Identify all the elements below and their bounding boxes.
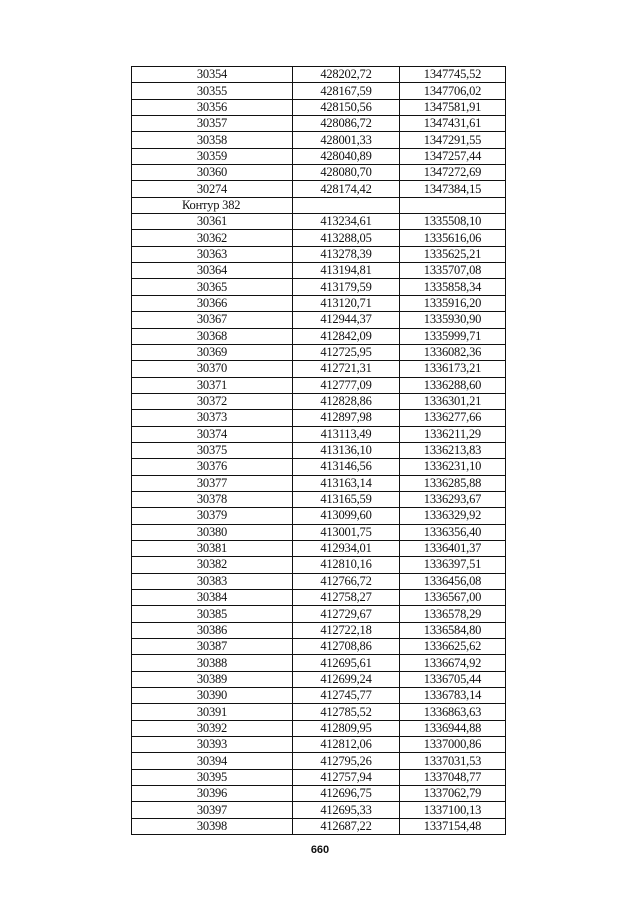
- point-id-cell: 30355: [132, 83, 293, 99]
- y-coordinate-cell: 1336456,08: [400, 573, 506, 589]
- point-id-cell: 30362: [132, 230, 293, 246]
- x-coordinate-cell: 412695,61: [293, 655, 400, 671]
- y-coordinate-cell: [400, 197, 506, 213]
- y-coordinate-cell: 1347745,52: [400, 67, 506, 83]
- table-row: [132, 737, 506, 753]
- x-coordinate-cell: 412809,95: [293, 720, 400, 736]
- x-coordinate-cell: 412934,01: [293, 540, 400, 556]
- table-row: [132, 426, 506, 442]
- x-coordinate-cell: 413165,59: [293, 491, 400, 507]
- x-coordinate-cell: 412785,52: [293, 704, 400, 720]
- point-id-cell: 30394: [132, 753, 293, 769]
- x-coordinate-cell: 412745,77: [293, 688, 400, 704]
- x-coordinate-cell: 412795,26: [293, 753, 400, 769]
- point-id-cell: 30389: [132, 671, 293, 687]
- y-coordinate-cell: 1336173,21: [400, 361, 506, 377]
- point-id-cell: 30364: [132, 263, 293, 279]
- point-id-cell: 30384: [132, 590, 293, 606]
- y-coordinate-cell: 1337031,53: [400, 753, 506, 769]
- point-id-cell: 30366: [132, 295, 293, 311]
- point-id-cell: 30380: [132, 524, 293, 540]
- x-coordinate-cell: 412944,37: [293, 312, 400, 328]
- point-id-cell: 30381: [132, 540, 293, 556]
- point-id-cell: 30387: [132, 639, 293, 655]
- y-coordinate-cell: 1336213,83: [400, 442, 506, 458]
- table-row: [132, 442, 506, 458]
- point-id-cell: 30363: [132, 246, 293, 262]
- y-coordinate-cell: 1336293,67: [400, 491, 506, 507]
- y-coordinate-cell: 1336082,36: [400, 344, 506, 360]
- table-row: [132, 769, 506, 785]
- table-row: [132, 377, 506, 393]
- point-id-cell: 30396: [132, 786, 293, 802]
- x-coordinate-cell: 412757,94: [293, 769, 400, 785]
- y-coordinate-cell: 1335858,34: [400, 279, 506, 295]
- table-row: [132, 393, 506, 409]
- x-coordinate-cell: 412758,27: [293, 590, 400, 606]
- table-row: [132, 475, 506, 491]
- y-coordinate-cell: 1337062,79: [400, 786, 506, 802]
- x-coordinate-cell: 413288,05: [293, 230, 400, 246]
- x-coordinate-cell: 412812,06: [293, 737, 400, 753]
- x-coordinate-cell: 412777,09: [293, 377, 400, 393]
- y-coordinate-cell: 1336231,10: [400, 459, 506, 475]
- y-coordinate-cell: 1335916,20: [400, 295, 506, 311]
- y-coordinate-cell: 1336863,63: [400, 704, 506, 720]
- x-coordinate-cell: 412708,86: [293, 639, 400, 655]
- x-coordinate-cell: 428001,33: [293, 132, 400, 148]
- table-row: [132, 67, 506, 83]
- x-coordinate-cell: 412687,22: [293, 818, 400, 834]
- y-coordinate-cell: 1336301,21: [400, 393, 506, 409]
- x-coordinate-cell: 412699,24: [293, 671, 400, 687]
- point-id-cell: 30377: [132, 475, 293, 491]
- x-coordinate-cell: 412897,98: [293, 410, 400, 426]
- y-coordinate-cell: 1335508,10: [400, 214, 506, 230]
- point-id-cell: 30391: [132, 704, 293, 720]
- x-coordinate-cell: [293, 197, 400, 213]
- table-row: [132, 181, 506, 197]
- y-coordinate-cell: 1336401,37: [400, 540, 506, 556]
- x-coordinate-cell: 412721,31: [293, 361, 400, 377]
- y-coordinate-cell: 1336584,80: [400, 622, 506, 638]
- y-coordinate-cell: 1336277,66: [400, 410, 506, 426]
- x-coordinate-cell: 413136,10: [293, 442, 400, 458]
- x-coordinate-cell: 412725,95: [293, 344, 400, 360]
- table-row: [132, 246, 506, 262]
- x-coordinate-cell: 412722,18: [293, 622, 400, 638]
- y-coordinate-cell: 1336211,29: [400, 426, 506, 442]
- point-id-cell: 30374: [132, 426, 293, 442]
- y-coordinate-cell: 1335707,08: [400, 263, 506, 279]
- point-id-cell: 30358: [132, 132, 293, 148]
- x-coordinate-cell: 413001,75: [293, 524, 400, 540]
- point-id-cell: 30373: [132, 410, 293, 426]
- table-row: [132, 83, 506, 99]
- x-coordinate-cell: 428086,72: [293, 116, 400, 132]
- y-coordinate-cell: 1336625,62: [400, 639, 506, 655]
- table-row: [132, 279, 506, 295]
- table-row: [132, 688, 506, 704]
- y-coordinate-cell: 1335616,06: [400, 230, 506, 246]
- x-coordinate-cell: 413113,49: [293, 426, 400, 442]
- table-row: [132, 230, 506, 246]
- table-row: [132, 704, 506, 720]
- x-coordinate-cell: 412842,09: [293, 328, 400, 344]
- x-coordinate-cell: 413194,81: [293, 263, 400, 279]
- table-row: [132, 344, 506, 360]
- x-coordinate-cell: 428202,72: [293, 67, 400, 83]
- contour-label: Контур 382: [132, 197, 293, 213]
- point-id-cell: 30386: [132, 622, 293, 638]
- coordinates-table: [131, 66, 506, 835]
- y-coordinate-cell: 1337048,77: [400, 769, 506, 785]
- y-coordinate-cell: 1336356,40: [400, 524, 506, 540]
- table-row: [132, 295, 506, 311]
- x-coordinate-cell: 412766,72: [293, 573, 400, 589]
- table-row: [132, 491, 506, 507]
- point-id-cell: 30368: [132, 328, 293, 344]
- point-id-cell: 30357: [132, 116, 293, 132]
- y-coordinate-cell: 1336944,88: [400, 720, 506, 736]
- point-id-cell: 30392: [132, 720, 293, 736]
- x-coordinate-cell: 412729,67: [293, 606, 400, 622]
- table-row: [132, 818, 506, 834]
- point-id-cell: 30356: [132, 99, 293, 115]
- page-number: 660: [310, 844, 330, 856]
- table-row: [132, 557, 506, 573]
- table-row: [132, 590, 506, 606]
- point-id-cell: 30397: [132, 802, 293, 818]
- x-coordinate-cell: 428167,59: [293, 83, 400, 99]
- x-coordinate-cell: 428174,42: [293, 181, 400, 197]
- y-coordinate-cell: 1336285,88: [400, 475, 506, 491]
- x-coordinate-cell: 412828,86: [293, 393, 400, 409]
- table-row: [132, 786, 506, 802]
- table-row: [132, 753, 506, 769]
- y-coordinate-cell: 1336578,29: [400, 606, 506, 622]
- table-row: [132, 639, 506, 655]
- y-coordinate-cell: 1335999,71: [400, 328, 506, 344]
- table-row: [132, 116, 506, 132]
- y-coordinate-cell: 1337154,48: [400, 818, 506, 834]
- point-id-cell: 30390: [132, 688, 293, 704]
- y-coordinate-cell: 1336329,92: [400, 508, 506, 524]
- y-coordinate-cell: 1336288,60: [400, 377, 506, 393]
- coordinates-table-body: [132, 67, 506, 835]
- point-id-cell: 30274: [132, 181, 293, 197]
- x-coordinate-cell: 412810,16: [293, 557, 400, 573]
- point-id-cell: 30371: [132, 377, 293, 393]
- point-id-cell: 30365: [132, 279, 293, 295]
- y-coordinate-cell: 1336674,92: [400, 655, 506, 671]
- x-coordinate-cell: 428040,89: [293, 148, 400, 164]
- x-coordinate-cell: 413179,59: [293, 279, 400, 295]
- table-row: [132, 361, 506, 377]
- y-coordinate-cell: 1337000,86: [400, 737, 506, 753]
- table-row: [132, 720, 506, 736]
- y-coordinate-cell: 1347706,02: [400, 83, 506, 99]
- table-row: [132, 459, 506, 475]
- table-row: [132, 655, 506, 671]
- y-coordinate-cell: 1347431,61: [400, 116, 506, 132]
- y-coordinate-cell: 1347291,55: [400, 132, 506, 148]
- point-id-cell: 30367: [132, 312, 293, 328]
- point-id-cell: 30359: [132, 148, 293, 164]
- x-coordinate-cell: 412696,75: [293, 786, 400, 802]
- x-coordinate-cell: 428150,56: [293, 99, 400, 115]
- point-id-cell: 30383: [132, 573, 293, 589]
- x-coordinate-cell: 413234,61: [293, 214, 400, 230]
- table-row: [132, 328, 506, 344]
- point-id-cell: 30382: [132, 557, 293, 573]
- point-id-cell: 30388: [132, 655, 293, 671]
- table-row: [132, 99, 506, 115]
- table-row: [132, 606, 506, 622]
- point-id-cell: 30378: [132, 491, 293, 507]
- table-row: [132, 214, 506, 230]
- x-coordinate-cell: 413163,14: [293, 475, 400, 491]
- table-row: [132, 312, 506, 328]
- point-id-cell: 30370: [132, 361, 293, 377]
- table-row: [132, 540, 506, 556]
- y-coordinate-cell: 1347581,91: [400, 99, 506, 115]
- point-id-cell: 30398: [132, 818, 293, 834]
- y-coordinate-cell: 1347272,69: [400, 165, 506, 181]
- point-id-cell: 30395: [132, 769, 293, 785]
- point-id-cell: 30376: [132, 459, 293, 475]
- point-id-cell: 30360: [132, 165, 293, 181]
- point-id-cell: 30361: [132, 214, 293, 230]
- point-id-cell: 30375: [132, 442, 293, 458]
- contour-header-row: [132, 197, 506, 213]
- y-coordinate-cell: 1335625,21: [400, 246, 506, 262]
- table-row: [132, 622, 506, 638]
- x-coordinate-cell: 413120,71: [293, 295, 400, 311]
- y-coordinate-cell: 1336783,14: [400, 688, 506, 704]
- y-coordinate-cell: 1347257,44: [400, 148, 506, 164]
- point-id-cell: 30379: [132, 508, 293, 524]
- y-coordinate-cell: 1336567,00: [400, 590, 506, 606]
- point-id-cell: 30385: [132, 606, 293, 622]
- y-coordinate-cell: 1336397,51: [400, 557, 506, 573]
- y-coordinate-cell: 1347384,15: [400, 181, 506, 197]
- table-row: [132, 524, 506, 540]
- point-id-cell: 30393: [132, 737, 293, 753]
- x-coordinate-cell: 428080,70: [293, 165, 400, 181]
- x-coordinate-cell: 413146,56: [293, 459, 400, 475]
- y-coordinate-cell: 1335930,90: [400, 312, 506, 328]
- table-row: [132, 410, 506, 426]
- table-row: [132, 802, 506, 818]
- table-row: [132, 573, 506, 589]
- point-id-cell: 30372: [132, 393, 293, 409]
- table-row: [132, 671, 506, 687]
- x-coordinate-cell: 412695,33: [293, 802, 400, 818]
- point-id-cell: 30369: [132, 344, 293, 360]
- table-row: [132, 132, 506, 148]
- table-row: [132, 165, 506, 181]
- y-coordinate-cell: 1336705,44: [400, 671, 506, 687]
- x-coordinate-cell: 413278,39: [293, 246, 400, 262]
- table-row: [132, 148, 506, 164]
- point-id-cell: 30354: [132, 67, 293, 83]
- table-row: [132, 508, 506, 524]
- table-row: [132, 263, 506, 279]
- y-coordinate-cell: 1337100,13: [400, 802, 506, 818]
- x-coordinate-cell: 413099,60: [293, 508, 400, 524]
